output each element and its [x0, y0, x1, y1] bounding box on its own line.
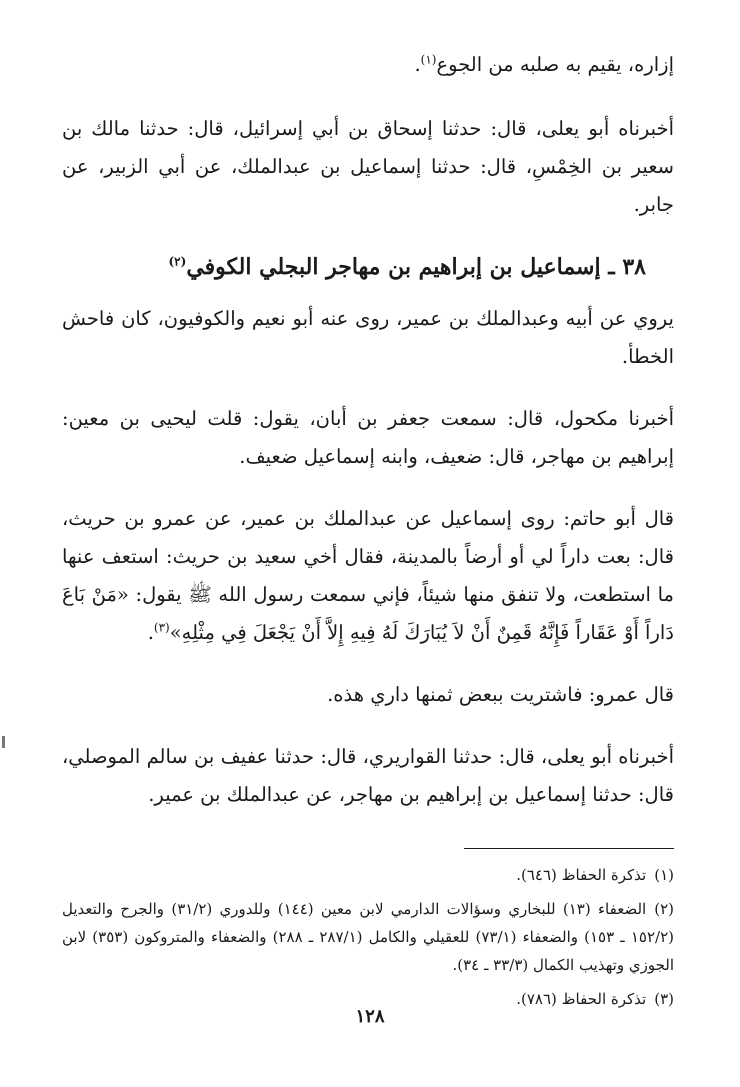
footnote-2	[62, 895, 674, 979]
footnote-1	[62, 861, 674, 889]
footnotes	[62, 861, 674, 1013]
footnote-number: (١)	[654, 866, 674, 884]
footnote-number: (٣)	[654, 990, 674, 1008]
footnote-separator	[464, 848, 674, 849]
paragraph-5	[62, 500, 674, 652]
paragraph-6: قال عمرو: فاشتريت ببعض ثمنها داري هذه.	[327, 683, 674, 706]
page-body	[62, 46, 674, 1019]
page-number: ١٢٨	[355, 1006, 385, 1027]
paragraph-5-end: .	[147, 621, 154, 644]
paragraph-2: أخبرناه أبو يعلى، قال: حدثنا إسحاق بن أبي إسرائيل، قال: حدثنا مالك بن سعير بن الخِمْسِ، قال: حدثنا إسماعيل بن عبدالملك، عن أبي الزبير، عن جابر.	[62, 117, 674, 216]
paragraph-4: أخبرنا مكحول، قال: سمعت جعفر بن أبان، يقول: قلت ليحيى بن معين: إبراهيم بن مهاجر، قال: ضعيف، وابنه إسماعيل ضعيف.	[62, 407, 674, 468]
footnote-text: تذكرة الحفاظ (٧٨٦).	[516, 990, 647, 1008]
footnote-ref-3[interactable]: (٣)	[153, 620, 170, 635]
scan-edge-mark	[2, 736, 5, 748]
section-heading	[62, 248, 674, 286]
footnote-number: (٢)	[654, 900, 674, 918]
paragraph-3: يروي عن أبيه وعبدالملك بن عمير، روى عنه أبو نعيم والكوفيون، كان فاحش الخطأ.	[62, 307, 674, 368]
footnote-text: الضعفاء (١٣) للبخاري وسؤالات الدارمي لابن معين (١٤٤) وللدوري (٣١/٢) والجرح والتعديل (١٥٢/٢ ـ ١٥٣) والضعفاء (٧٣/١) للعقيلي والكامل (٢٨٧/١ ـ ٢٨٨) والضعفاء والمتروكون (٣٥٣) لابن الجوزي وتهذيب الكمال (٣٣/٣ ـ ٣٤).	[62, 900, 674, 974]
paragraph-1	[62, 46, 674, 84]
footnote-text: تذكرة الحفاظ (٦٤٦).	[516, 866, 647, 884]
paragraph-7: أخبرناه أبو يعلى، قال: حدثنا القواريري، قال: حدثنا عفيف بن سالم الموصلي، قال: حدثنا إسماعيل بن إبراهيم بن مهاجر، عن عبدالملك بن عمير.	[62, 745, 674, 806]
paragraph-1-end: .	[414, 53, 421, 76]
section-heading-text: ٣٨ ـ إسماعيل بن إبراهيم بن مهاجر البجلي الكوفي	[186, 254, 646, 280]
paragraph-5-text: قال أبو حاتم: روى إسماعيل عن عبدالملك بن عمير، عن عمرو بن حريث، قال: بعت داراً لي أو أرضاً بالمدينة، فقال أخي سعيد بن حريث: استعف عنها ما استطعت، ولا تنفق منها شيئاً، فإني سمعت رسول الله ﷺ يقول: «مَنْ بَاعَ دَاراً أَوْ عَقَاراً فَإِنَّهُ قَمِنٌ أَنْ لاَ يُبَارَكَ لَهُ فِيهِ إِلاَّ أَنْ يَجْعَلَ فِي مِثْلِهِ»	[62, 507, 674, 644]
footnote-ref-1[interactable]: (١)	[420, 52, 437, 67]
paragraph-1-text: إزاره، يقيم به صلبه من الجوع	[436, 53, 674, 76]
footnote-ref-2[interactable]: (٢)	[168, 254, 187, 269]
